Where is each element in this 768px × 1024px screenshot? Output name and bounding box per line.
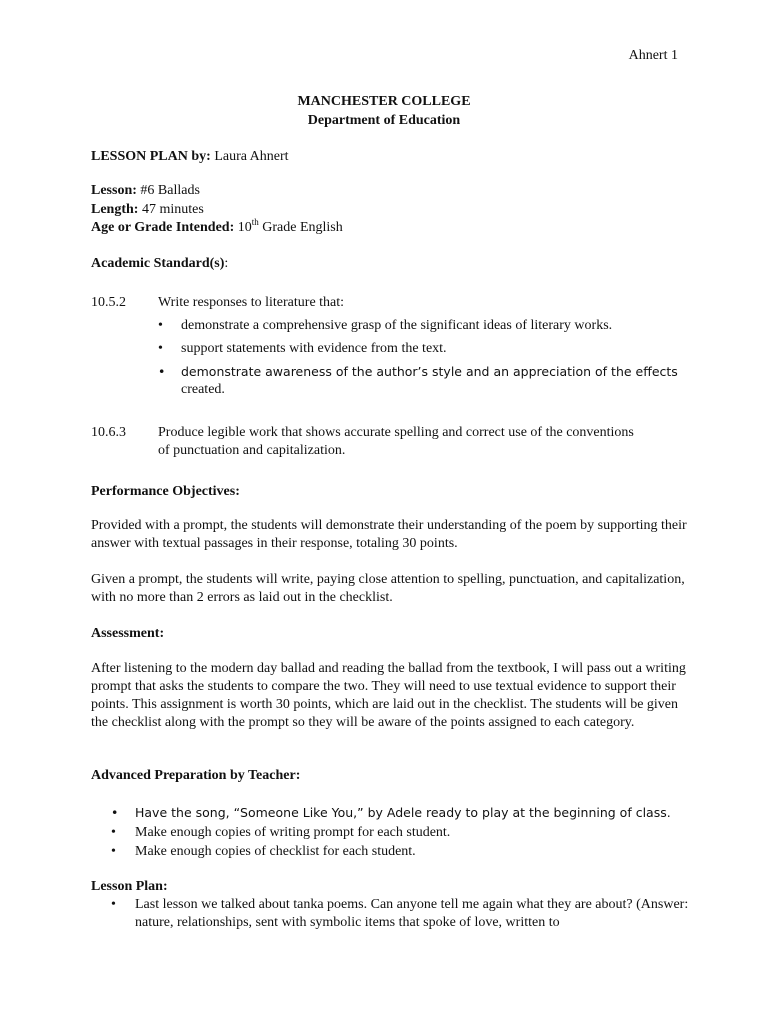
author-label: LESSON PLAN by:	[91, 149, 211, 164]
lesson-value: #6 Ballads	[136, 183, 200, 198]
list-item: • Last lesson we talked about tanka poems. Can anyone tell me again what they are about? (Answer: nature, relationships, sent with symbolic items that spoke of love, written to	[111, 896, 691, 932]
author-value: Laura Ahnert	[210, 149, 289, 164]
page-header: Ahnert 1	[628, 48, 678, 63]
length-value: 47 minutes	[138, 202, 204, 217]
assessment-paragraph: After listening to the modern day ballad and reading the ballad from the textbook, I will pass out a writing prompt that asks the students to compare the two. They will need to use textual evidence to support their points. This assignment is worth 30 points, which are laid out in the checklist. The students will be given the checklist along with the prompt so they will be aware of the points assigned to each category.	[91, 661, 686, 730]
list-item: • Make enough copies of checklist for each student.	[111, 843, 691, 861]
department-title: Department of Education	[307, 113, 461, 128]
grade-label: Age or Grade Intended:	[91, 220, 235, 235]
lesson-label: Lesson:	[91, 183, 137, 198]
length-line	[91, 201, 691, 219]
bullet-continuation: created.	[181, 382, 225, 397]
standards-heading	[91, 255, 691, 273]
grade-value-post: Grade English	[258, 220, 343, 235]
lesson-plan-list	[111, 896, 691, 933]
list-item: • support statements with evidence from the text.	[158, 340, 688, 358]
lesson-line	[91, 182, 691, 200]
lesson-plan-heading: Lesson Plan:	[91, 879, 168, 894]
list-item: • demonstrate a comprehensive grasp of the significant ideas of literary works.	[158, 317, 688, 335]
objectives-heading: Performance Objectives:	[91, 484, 240, 499]
standard-code: 10.5.2	[91, 295, 126, 310]
standards-heading-text: Academic Standard(s)	[91, 256, 225, 271]
grade-value-pre: 10	[234, 220, 252, 235]
standard-bullets	[158, 317, 688, 381]
lesson-plan-author	[91, 148, 691, 166]
standard-text: Write responses to literature that:	[158, 295, 345, 310]
college-title: MANCHESTER COLLEGE	[297, 94, 471, 109]
grade-line	[91, 219, 691, 237]
standard-text-continuation: of punctuation and capitalization.	[158, 443, 346, 458]
assessment-heading: Assessment:	[91, 626, 165, 641]
list-item: • demonstrate awareness of the author’s style and an appreciation of the effects	[158, 363, 688, 381]
grade-value-sup: th	[251, 217, 259, 227]
list-item: • Make enough copies of writing prompt for each student.	[111, 824, 691, 842]
standard-code: 10.6.3	[91, 425, 126, 440]
preparation-heading: Advanced Preparation by Teacher:	[91, 768, 301, 783]
length-label: Length:	[91, 202, 139, 217]
standards-heading-suffix: :	[224, 256, 229, 271]
objective-paragraph: Provided with a prompt, the students will demonstrate their understanding of the poem by supporting their answer with textual passages in their response, totaling 30 points.	[91, 518, 687, 551]
objective-paragraph: Given a prompt, the students will write, paying close attention to spelling, punctuation, and capitalization, with no more than 2 errors as laid out in the checklist.	[91, 572, 685, 605]
list-item: • Have the song, “Someone Like You,” by Adele ready to play at the beginning of class.	[111, 804, 691, 822]
preparation-list	[111, 804, 691, 862]
standard-text: Produce legible work that shows accurate spelling and correct use of the conventions	[158, 425, 634, 440]
